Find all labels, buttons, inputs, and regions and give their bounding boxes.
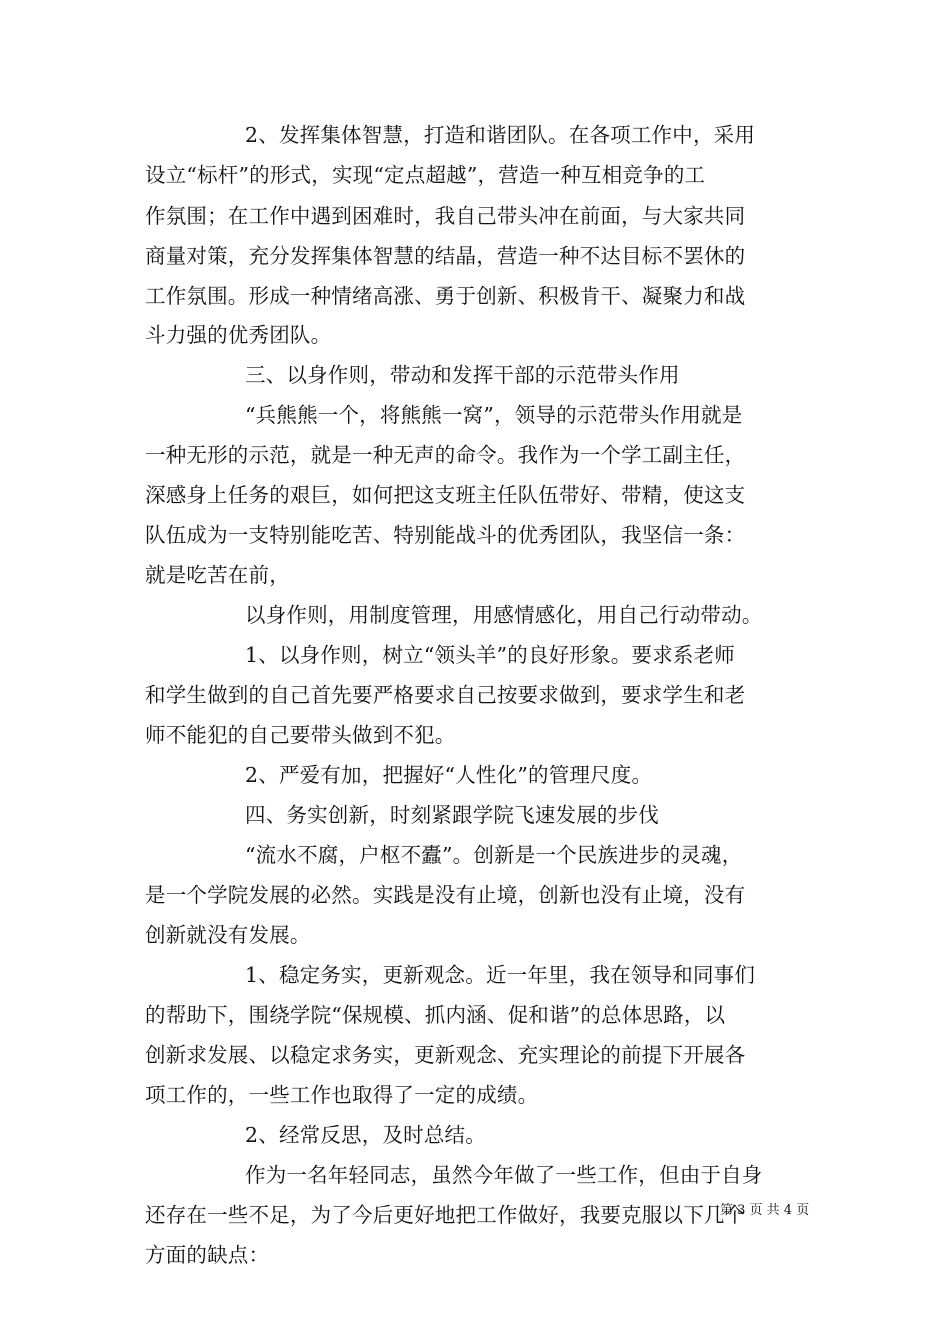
text-line: 项工作的，一些工作也取得了一定的成绩。 [145, 1083, 539, 1107]
text-line: 以身作则，用制度管理，用感情感化，用自己行动带动。 [245, 603, 763, 627]
text-line: 队伍成为一支特别能吃苦、特别能战斗的优秀团队，我坚信一条： [145, 523, 746, 547]
text-line: “流水不腐，户枢不蠹”。创新是一个民族进步的灵魂， [245, 843, 743, 867]
text-line: 一种无形的示范，就是一种无声的命令。我作为一个学工副主任， [145, 443, 746, 467]
text-line: 创新求发展、以稳定求务实，更新观念、充实理论的前提下开展各 [145, 1043, 746, 1067]
text-line: 就是吃苦在前， [145, 563, 290, 587]
text-line: 的帮助下，围绕学院“保规模、抓内涵、促和谐”的总体思路，以 [145, 1003, 726, 1027]
text-line: 深感身上任务的艰巨，如何把这支班主任队伍带好、带精，使这支 [145, 483, 746, 507]
text-line: 是一个学院发展的必然。实践是没有止境，创新也没有止境，没有 [145, 883, 746, 907]
text-line: 设立“标杆”的形式，实现“定点超越”，营造一种互相竞争的工 [145, 163, 706, 187]
text-line: 创新就没有发展。 [145, 923, 311, 947]
text-line: 斗力强的优秀团队。 [145, 323, 332, 347]
text-line: 1、稳定务实，更新观念。近一年里，我在领导和同事们 [245, 963, 756, 987]
section-heading: 四、务实创新，时刻紧跟学院飞速发展的步伐 [245, 803, 659, 827]
text-line: 商量对策，充分发挥集体智慧的结晶，营造一种不达目标不罢休的 [145, 244, 746, 268]
text-line: 2、严爱有加，把握好“人性化”的管理尺度。 [245, 763, 653, 787]
section-heading: 三、以身作则，带动和发挥干部的示范带头作用 [245, 363, 680, 387]
text-line: 2、发挥集体智慧，打造和谐团队。在各项工作中，采用 [245, 123, 756, 147]
text-line: 方面的缺点： [145, 1243, 270, 1267]
page-number: 第 3 页 共 4 页 [720, 1203, 810, 1218]
text-line: 还存在一些不足，为了今后更好地把工作做好，我要克服以下几个 [145, 1203, 746, 1227]
text-line: 师不能犯的自己要带头做到不犯。 [145, 723, 456, 747]
text-line: 1、以身作则，树立“领头羊”的良好形象。要求系老师 [245, 643, 736, 667]
text-line: 工作氛围。形成一种情绪高涨、勇于创新、积极肯干、凝聚力和战 [145, 284, 746, 308]
text-line: 和学生做到的自己首先要严格要求自己按要求做到，要求学生和老 [145, 683, 746, 707]
text-line: 作为一名年轻同志，虽然今年做了一些工作，但由于自身 [245, 1163, 763, 1187]
text-line: 2、经常反思，及时总结。 [245, 1123, 486, 1147]
text-line: “兵熊熊一个，将熊熊一窝”，领导的示范带头作用就是 [245, 403, 743, 427]
text-line: 作氛围；在工作中遇到困难时，我自己带头冲在前面，与大家共同 [145, 204, 746, 228]
